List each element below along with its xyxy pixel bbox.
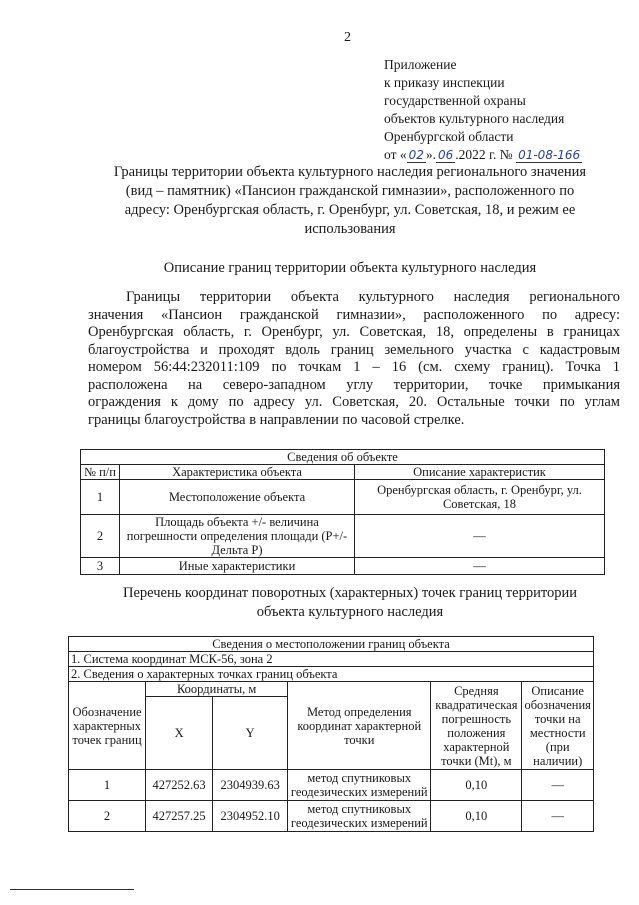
table-cell: Иные характеристики	[120, 558, 355, 575]
heading-line: Перечень координат поворотных (характерных) точек границ территории	[122, 585, 578, 601]
appendix-line: к приказу инспекции	[384, 75, 505, 90]
document-title	[95, 163, 605, 239]
column-header: Обозначение характерных точек границ	[69, 682, 146, 770]
table-caption: Сведения об объекте	[81, 450, 605, 465]
table-cell: 3	[81, 558, 120, 575]
column-header: Характеристика объекта	[120, 465, 355, 480]
table-cell: 1	[81, 480, 120, 515]
table-row	[81, 515, 605, 558]
appendix-line: Приложение	[384, 57, 457, 72]
order-date-line	[384, 146, 582, 164]
table-cell: 2304952.10	[213, 801, 288, 832]
section-label: 2. Сведения о характерных точках границ объекта	[69, 667, 594, 682]
appendix-line: Оренбургской области	[384, 129, 514, 144]
table-cell: 2	[81, 515, 120, 558]
appendix-block	[384, 56, 582, 164]
table-cell: —	[522, 801, 594, 832]
appendix-line: государственной охраны	[384, 93, 526, 108]
paragraph-line: ограждения к дому по адресу ул. Советская, 20. Остальные точки по углам	[88, 394, 620, 410]
object-info-table	[80, 449, 605, 575]
table-cell: 2304939.63	[213, 770, 288, 801]
column-header: № п/п	[81, 465, 120, 480]
column-header: Координаты, м	[146, 682, 288, 697]
paragraph-line: Оренбургская область, г. Оренбург, ул. Советская, 18, определены в границах	[88, 324, 620, 340]
section-subtitle: Описание границ территории объекта культурного наследия	[163, 260, 537, 276]
table-cell: Площадь объекта +/- величина погрешности определения площади (P+/- Дельта P)	[120, 515, 355, 558]
table-cell: 427252.63	[146, 770, 213, 801]
paragraph-line: Границы территории объекта культурного наследия регионального	[126, 289, 620, 305]
date-prefix: от «	[384, 147, 407, 162]
appendix-line: объектов культурного наследия	[384, 111, 565, 126]
title-line: Границы территории объекта культурного наследия регионального значения	[113, 164, 587, 180]
title-line: использования	[304, 221, 396, 237]
table-cell: —	[355, 515, 605, 558]
table-caption: Сведения о местоположении границ объекта	[69, 637, 594, 652]
table-cell: —	[355, 558, 605, 575]
column-header: Метод определения координат характерной точки	[288, 682, 431, 770]
table-cell: метод спутниковых геодезических измерений	[288, 801, 431, 832]
table-row	[69, 770, 594, 801]
handwritten-order-number: 01-08-166	[518, 148, 581, 162]
date-mid: ».	[425, 147, 437, 162]
page-number: 2	[344, 30, 351, 45]
table-cell: Оренбургская область, г. Оренбург, ул. Советская, 18	[355, 480, 605, 515]
title-line: (вид – памятник) «Пансион гражданской гимназии», расположенного по	[125, 183, 575, 199]
heading-line: объекта культурного наследия	[256, 604, 444, 620]
date-year: .2022 г. №	[455, 147, 513, 162]
table-cell: метод спутниковых геодезических измерений	[288, 770, 431, 801]
coordinate-system: 1. Система координат МСК-56, зона 2	[69, 652, 594, 667]
paragraph-line: значения «Пансион гражданской гимназии», расположенного по адресу:	[88, 306, 620, 323]
handwritten-day: 02	[408, 148, 424, 162]
table-row	[81, 558, 605, 575]
boundary-description	[88, 289, 620, 429]
table-cell: 0,10	[431, 801, 522, 832]
coordinates-heading	[90, 584, 610, 622]
paragraph-line: номером 56:44:232011:109 по точкам 1 – 16 (см. схему границ). Точка 1	[88, 359, 620, 375]
column-header: Средняя квадратическая погрешность положения характерной точки (Mt), м	[431, 682, 522, 770]
table-cell: 0,10	[431, 770, 522, 801]
footnote-divider	[10, 889, 134, 890]
table-cell: 2	[69, 801, 146, 832]
table-cell: Местоположение объекта	[120, 480, 355, 515]
column-header: Описание обозначения точки на местности (при наличии)	[522, 682, 594, 770]
column-header: Y	[213, 697, 288, 770]
handwritten-month: 06	[438, 148, 454, 162]
paragraph-line: благоустройства и проходят вдоль границ земельного участка с кадастровым	[88, 341, 620, 358]
table-row	[81, 480, 605, 515]
paragraph-line: границы благоустройства в направлении по часовой стрелке.	[88, 411, 465, 428]
title-line: адресу: Оренбургская область, г. Оренбург, ул. Советская, 18, и режим ее	[124, 202, 576, 218]
coordinates-table	[68, 636, 594, 832]
column-header: X	[146, 697, 213, 770]
table-cell: 1	[69, 770, 146, 801]
table-cell: 427257.25	[146, 801, 213, 832]
column-header: Описание характеристик	[355, 465, 605, 480]
table-row	[69, 801, 594, 832]
paragraph-line: расположена на северо-западном углу территории, точке примыкания	[88, 376, 620, 393]
table-cell: —	[522, 770, 594, 801]
